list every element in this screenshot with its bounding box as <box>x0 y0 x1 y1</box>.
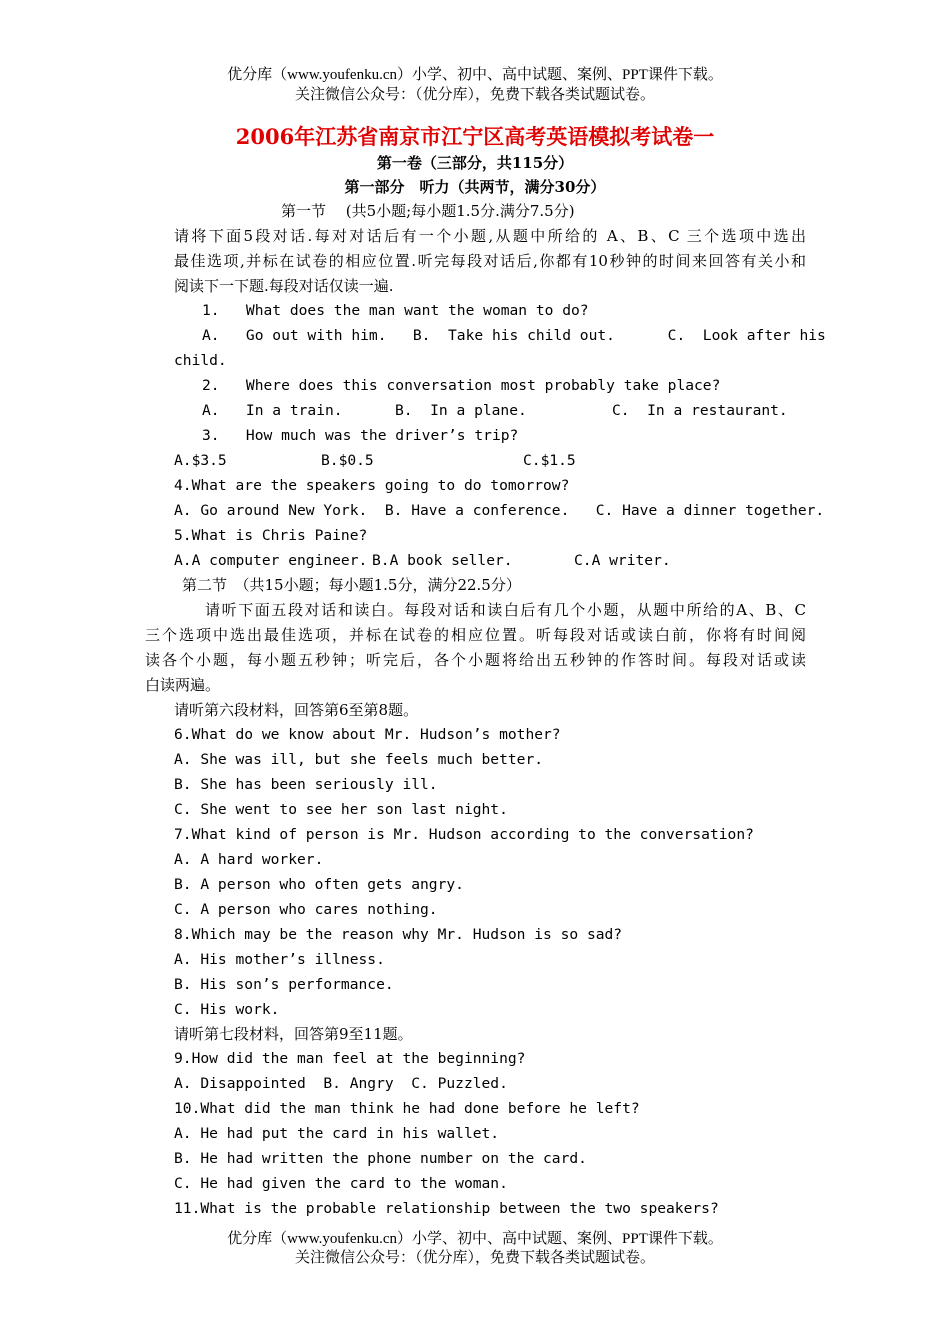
material-6-instruction: 请听第六段材料，回答第6至第8题。 <box>174 701 419 719</box>
footer-line-2: 关注微信公众号：（优分库），免费下载各类试题试卷。 <box>294 1250 655 1266</box>
q7-option-a: A. A hard worker. <box>174 851 324 868</box>
section1-instruction-2: 最佳选项,并标在试卷的相应位置.听完每段对话后,你都有10秒钟的时间来回答有关小和 <box>174 252 806 270</box>
q10-option-a: A. He had put the card in his wallet. <box>174 1125 500 1142</box>
q7-stem: 7.What kind of person is Mr. Hudson according to the conversation? <box>174 826 754 843</box>
material-7-instruction: 请听第七段材料，回答第9至11题。 <box>174 1025 413 1043</box>
q7-option-b: B. A person who often gets angry. <box>174 876 464 893</box>
q3-option-b: B.$0.5 <box>321 452 374 469</box>
section2-instruction-2: 三个选项中选出最佳选项，并标在试卷的相应位置。听每段对话或读白前，你将有时间阅 <box>145 626 806 644</box>
q5-stem: 5.What is Chris Paine? <box>174 527 368 544</box>
q8-option-a: A. His mother’s illness. <box>174 951 385 968</box>
q10-option-c: C. He had given the card to the woman. <box>174 1175 508 1192</box>
q10-option-b: B. He had written the phone number on the card. <box>174 1150 587 1167</box>
q6-option-c: C. She went to see her son last night. <box>174 801 508 818</box>
section2-heading: 第二节 （共15小题；每小题1.5分，满分22.5分） <box>182 576 521 594</box>
q5-option-b: B.A book seller. <box>372 552 513 569</box>
q1-options-wrap: child. <box>174 352 227 369</box>
q5-option-c: C.A writer. <box>574 552 671 569</box>
q8-option-c: C. His work. <box>174 1001 280 1018</box>
q10-stem: 10.What did the man think he had done before he left? <box>174 1100 640 1117</box>
header-line-2: 关注微信公众号：（优分库），免费下载各类试题试卷。 <box>294 87 655 103</box>
q6-option-a: A. She was ill, but she feels much better. <box>174 751 544 768</box>
q1-options: A. Go out with him. B. Take his child out. C. Look after his <box>202 327 826 344</box>
q7-option-c: C. A person who cares nothing. <box>174 901 438 918</box>
section1-instruction-3: 阅读下一下题.每段对话仅读一遍. <box>174 277 394 295</box>
q8-option-b: B. His son’s performance. <box>174 976 394 993</box>
q2-option-b: B. In a plane. <box>395 402 527 419</box>
q8-stem: 8.Which may be the reason why Mr. Hudson is so sad? <box>174 926 623 943</box>
q3-stem: 3. How much was the driver’s trip? <box>202 427 519 444</box>
q5-option-a: A.A computer engineer. <box>174 552 368 569</box>
part-heading: 第一部分 听力（共两节，满分30分） <box>344 178 606 196</box>
q3-option-c: C.$1.5 <box>523 452 576 469</box>
section2-instruction-4: 白读两遍。 <box>145 676 221 694</box>
footer-line-1: 优分库（www.youfenku.cn）小学、初中、高中试题、案例、PPT课件下载。 <box>227 1231 723 1247</box>
section1-heading: 第一节 (共5小题;每小题1.5分.满分7.5分) <box>281 202 575 220</box>
q2-option-c: C. In a restaurant. <box>612 402 788 419</box>
q6-option-b: B. She has been seriously ill. <box>174 776 438 793</box>
q6-stem: 6.What do we know about Mr. Hudson’s mother? <box>174 726 561 743</box>
q2-option-a: A. In a train. <box>202 402 343 419</box>
q4-options: A. Go around New York. B. Have a conference. C. Have a dinner together. <box>174 502 825 519</box>
q9-stem: 9.How did the man feel at the beginning? <box>174 1050 526 1067</box>
volume-heading: 第一卷（三部分，共115分） <box>376 154 574 172</box>
header-line-1: 优分库（www.youfenku.cn）小学、初中、高中试题、案例、PPT课件下载。 <box>227 67 723 83</box>
section1-instruction-1: 请将下面5段对话.每对对话后有一个小题,从题中所给的 A、B、C 三个选项中选出 <box>174 227 806 245</box>
q4-stem: 4.What are the speakers going to do tomorrow? <box>174 477 570 494</box>
exam-title: 2006年江苏省南京市江宁区高考英语模拟考试卷一 <box>235 124 715 149</box>
q3-option-a: A.$3.5 <box>174 452 227 469</box>
q1-stem: 1. What does the man want the woman to do? <box>202 302 589 319</box>
section2-instruction-3: 读各个小题，每小题五秒钟；听完后，各个小题将给出五秒钟的作答时间。每段对话或读 <box>145 651 806 669</box>
section2-instruction-1: 请听下面五段对话和读白。每段对话和读白后有几个小题，从题中所给的A、B、C <box>205 601 806 619</box>
q11-stem: 11.What is the probable relationship between the two speakers? <box>174 1200 719 1217</box>
q9-options: A. Disappointed B. Angry C. Puzzled. <box>174 1075 508 1092</box>
q2-stem: 2. Where does this conversation most probably take place? <box>202 377 721 394</box>
